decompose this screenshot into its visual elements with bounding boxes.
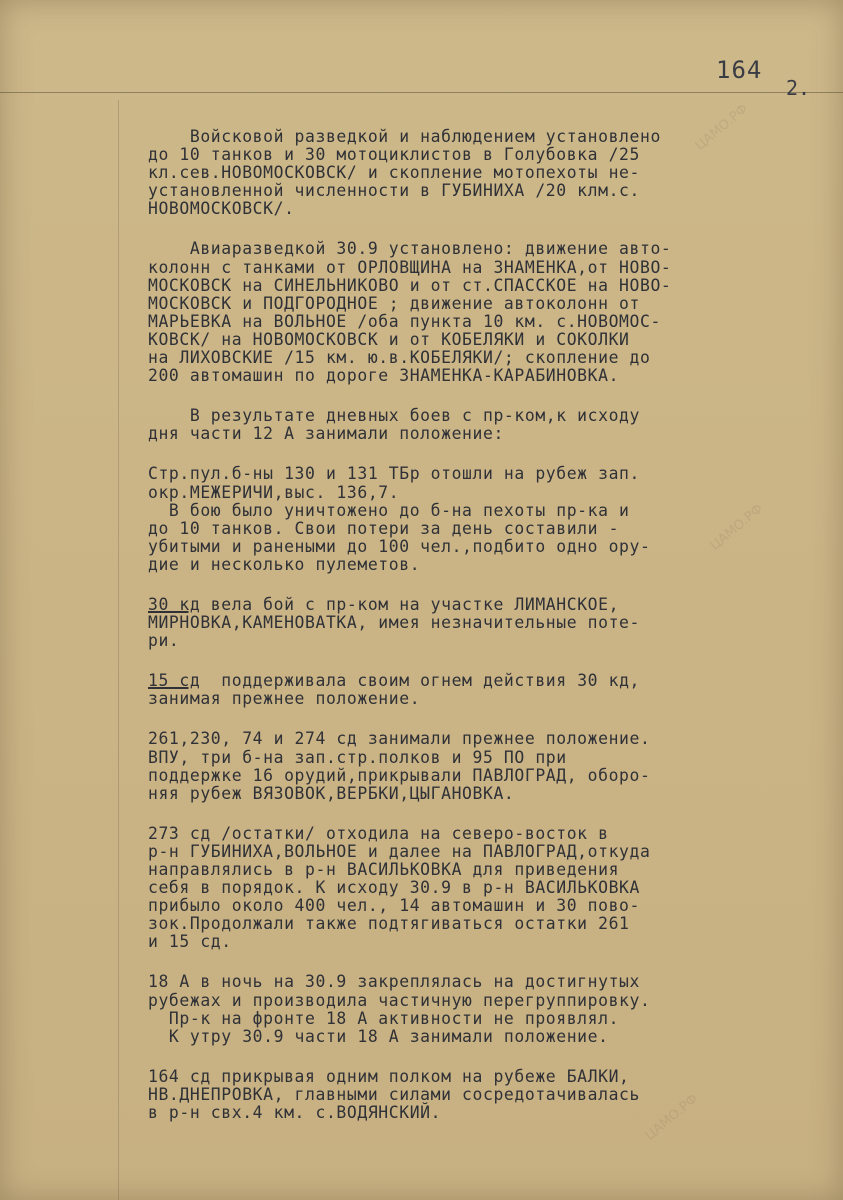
text-line: до 10 танков и 30 мотоциклистов в Голубовка /25: [148, 145, 640, 165]
text-line: 18 А в ночь на 30.9 закреплялась на достигнутых: [148, 972, 640, 992]
text-line: убитыми и ранеными до 100 чел.,подбито одно ору-: [148, 536, 651, 556]
paragraph-daily-results: [148, 407, 708, 443]
text-line: 200 автомашин по дороге ЗНАМЕНКА-КАРАБИНОВКА.: [148, 366, 620, 386]
underlined-unit-label: 15 сд: [148, 671, 201, 691]
text-line: Войсковой разведкой и наблюдением установлено: [148, 127, 661, 146]
watermark-bottom: ЦАМО.РФ: [642, 1091, 701, 1144]
text-line: МОСКОВСК на СИНЕЛЬНИКОВО и от ст.СПАССКОЕ на НОВО-: [148, 275, 672, 295]
text-line: 164 сд прикрывая одним полком на рубеже БАЛКИ,: [148, 1066, 630, 1086]
paragraph-18-army: [148, 973, 708, 1045]
report-body: [148, 128, 708, 1122]
text-line: до 10 танков. Свои потери за день составили -: [148, 518, 620, 538]
text-line: зок.Продолжали также подтягиваться остатки 261: [148, 914, 630, 934]
text-line: на ЛИХОВСКИЕ /15 км. ю.в.КОБЕЛЯКИ/; скопление до: [148, 348, 651, 368]
text-line: поддержке 16 орудий,прикрывали ПАВЛОГРАД, оборо-: [148, 765, 651, 785]
text-line: НОВОМОСКОВСК/.: [148, 199, 295, 219]
text-line: прибыло около 400 чел., 14 автомашин и 30 пово-: [148, 896, 640, 916]
fold-line: [0, 92, 843, 93]
text-line: 261,230, 74 и 274 сд занимали прежнее положение.: [148, 729, 651, 749]
paragraph-273-rifle: [148, 825, 708, 952]
paragraph-enemy-recon: [148, 128, 708, 218]
text-line: дие и несколько пулеметов.: [148, 554, 421, 574]
text-line: кл.сев.НОВОМОСКОВСК/ и скопление мотопехоты не-: [148, 163, 640, 183]
text-line: себя в порядок. К исходу 30.9 в р-н ВАСИЛЬКОВКА: [148, 878, 640, 898]
text-line: занимая прежнее положение.: [148, 689, 421, 709]
text-line: МАРЬЕВКА на ВОЛЬНОЕ /оба пункта 10 км. с.НОВОМОС-: [148, 311, 661, 331]
text-line: Авиаразведкой 30.9 установлено: движение авто-: [148, 239, 672, 259]
text-line: ВПУ, три б-на зап.стр.полков и 95 ПО при: [148, 747, 567, 767]
text-line: 273 сд /остатки/ отходила на северо-восток в: [148, 823, 609, 843]
text-line: и 15 сд.: [148, 932, 232, 952]
paragraph-30-cavalry: [148, 596, 708, 650]
paragraph-tank-brigades: [148, 465, 708, 574]
text-line: окр.МЕЖЕРИЧИ,выс. 136,7.: [148, 482, 400, 502]
text-line: р-н ГУБИНИХА,ВОЛЬНОЕ и далее на ПАВЛОГРАД,откуда: [148, 841, 651, 861]
text-line: В результате дневных боев с пр-ком,к исходу: [148, 406, 640, 426]
text-line: К утру 30.9 части 18 А занимали положение.: [148, 1026, 609, 1046]
text-line: дня части 12 А занимали положение:: [148, 424, 504, 444]
text-line: МИРНОВКА,КАМЕНОВАТКА, имея незначительные поте-: [148, 613, 640, 633]
paragraph-divisions-positions: [148, 730, 708, 802]
text-line: колонн с танками от ОРЛОВЩИНА на ЗНАМЕНКА,от НОВО-: [148, 257, 672, 277]
text-line: направлялись в р-н ВАСИЛЬКОВКА для приведения: [148, 860, 620, 879]
text-line-underlined-lead: 30 кд вела бой с пр-ком на участке ЛИМАНСКОЕ,: [148, 594, 620, 614]
paragraph-15-rifle: [148, 672, 708, 708]
underlined-unit-label: 30 кд: [148, 594, 201, 614]
text-line: Пр-к на фронте 18 А активности не проявлял.: [148, 1008, 620, 1028]
page-number: 164: [716, 56, 763, 84]
watermark-top: ЦАМО.РФ: [692, 101, 751, 154]
text-line: установленной численности в ГУБИНИХА /20 клм.с.: [148, 181, 640, 201]
text-line-underlined-lead: 15 сд поддерживала своим огнем действия 30 кд,: [148, 671, 640, 691]
watermark-middle: ЦАМО.РФ: [707, 501, 766, 554]
paragraph-164-rifle: [148, 1068, 708, 1122]
text-line: в р-н свх.4 км. с.ВОДЯНСКИЙ.: [148, 1103, 442, 1123]
text-line: Стр.пул.б-ны 130 и 131 ТБр отошли на рубеж зап.: [148, 464, 640, 484]
text-line: няя рубеж ВЯЗОВОК,ВЕРБКИ,ЦЫГАНОВКА.: [148, 783, 515, 803]
text-line: В бою было уничтожено до б-на пехоты пр-ка и: [148, 500, 630, 520]
margin-line: [118, 100, 119, 1200]
text-line: КОВСК/ на НОВОМОСКОВСК и от КОБЕЛЯКИ и СОКОЛКИ: [148, 329, 630, 349]
page-mark: 2.: [786, 76, 811, 100]
text-line: ри.: [148, 631, 180, 651]
text-line: рубежах и производила частичную перегруппировку.: [148, 990, 651, 1010]
text-line: МОСКОВСК и ПОДГОРОДНОЕ ; движение автоколонн от: [148, 293, 640, 313]
text-line: НВ.ДНЕПРОВКА, главными силами сосредотачивалась: [148, 1084, 640, 1104]
paragraph-air-recon: [148, 240, 708, 385]
